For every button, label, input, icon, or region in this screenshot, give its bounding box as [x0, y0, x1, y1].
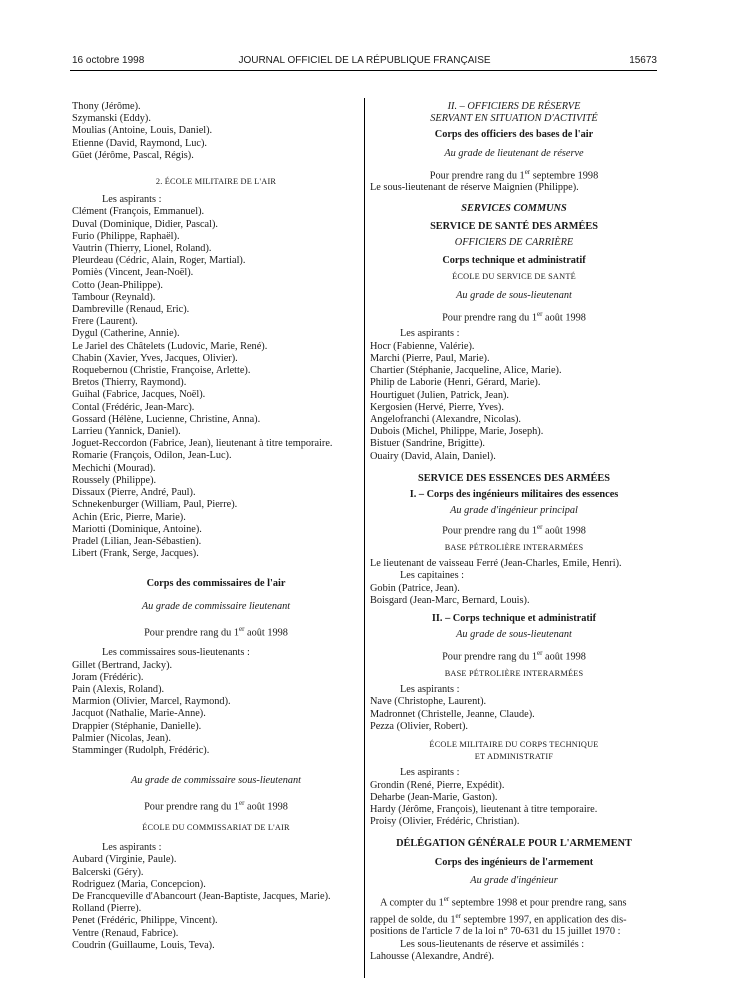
top-names-list — [72, 101, 360, 162]
list-item: Furio (Philippe, Raphaël). — [72, 230, 180, 242]
list-item: Pain (Alexis, Roland). — [72, 683, 165, 695]
list-item: Szymanski (Eddy). — [72, 113, 151, 125]
corps-heading: I. – Corps des ingénieurs militaires des essences — [409, 488, 619, 500]
column-divider — [364, 98, 365, 978]
list-item: Marmion (Olivier, Marcel, Raymond). — [72, 696, 231, 708]
right-column — [370, 101, 658, 963]
list-item: Deharbe (Jean-Marie, Gaston). — [370, 791, 498, 803]
grade-heading: Au grade d'ingénieur — [470, 874, 558, 886]
list-label: Les aspirants : — [400, 684, 460, 696]
decree-paragraph-line: positions de l'article 7 de la loi n° 70-631 du 15 juillet 1970 : — [370, 926, 621, 938]
list-item: Boisgard (Jean-Marc, Bernard, Louis). — [370, 594, 530, 606]
list-label: Les aspirants : — [400, 328, 460, 340]
list-item: Gossard (Hélène, Lucienne, Christine, Anna). — [72, 413, 261, 425]
list-item: Achin (Eric, Pierre, Marie). — [72, 511, 186, 523]
list-item: Moulias (Antoine, Louis, Daniel). — [72, 125, 213, 137]
list-label: Les aspirants : — [102, 194, 162, 206]
list-item: Hourtiguet (Julien, Patrick, Jean). — [370, 389, 509, 401]
list-item: Hardy (Jérôme, François), lieutenant à titre temporaire. — [370, 804, 598, 816]
list-item: Pomiès (Vincent, Jean-Noël). — [72, 267, 194, 279]
header-date: 16 octobre 1998 — [72, 55, 145, 66]
grade-heading: Au grade d'ingénieur principal — [450, 505, 578, 517]
rank-date: Pour prendre rang du 1er septembre 1998 — [429, 167, 599, 182]
list-item: Pleurdeau (Cédric, Alain, Roger, Martial). — [72, 255, 246, 267]
list-label: Les aspirants : — [400, 767, 460, 779]
list-item: Guihal (Fabrice, Jacques, Noël). — [72, 389, 206, 401]
list-item: Bretos (Thierry, Raymond). — [72, 377, 187, 389]
list-item: Palmier (Nicolas, Jean). — [72, 732, 171, 744]
list-label: Les aspirants : — [102, 842, 162, 854]
sante-aspirants-list — [370, 341, 658, 463]
decree-paragraph-line: rappel de solde, du 1er septembre 1997, en application des dis- — [370, 911, 627, 926]
section-heading: SERVICE DE SANTÉ DES ARMÉES — [430, 220, 598, 232]
grade-heading: Au grade de sous-lieutenant — [456, 289, 572, 301]
section-heading: SERVANT EN SITUATION D'ACTIVITÉ — [430, 113, 598, 125]
list-item: Le sous-lieutenant de réserve Maignien (Philippe). — [370, 182, 579, 194]
section-heading: DÉLÉGATION GÉNÉRALE POUR L'ARMEMENT — [396, 838, 632, 850]
list-item: Duval (Dominique, Didier, Pascal). — [72, 218, 218, 230]
list-item: Marchi (Pierre, Paul, Marie). — [370, 352, 490, 364]
list-item: Güet (Jérôme, Pascal, Régis). — [72, 149, 194, 161]
list-item: Dygul (Catherine, Annie). — [72, 328, 180, 340]
list-item: Balcerski (Géry). — [72, 866, 144, 878]
list-item: Dissaux (Pierre, André, Paul). — [72, 487, 196, 499]
list-label: Les sous-lieutenants de réserve et assimilés : — [400, 938, 585, 950]
rank-date: Pour prendre rang du 1er août 1998 — [144, 799, 288, 813]
school-heading: ET ADMINISTRATIF — [474, 752, 554, 762]
list-item: Kergosien (Hervé, Pierre, Yves). — [370, 401, 504, 413]
header-page-number: 15673 — [629, 55, 657, 66]
list-item: Le lieutenant de vaisseau Ferré (Jean-Charles, Emile, Henri). — [370, 558, 622, 570]
list-item: Gillet (Bertrand, Jacky). — [72, 659, 173, 671]
list-item: Grondin (René, Pierre, Expédit). — [370, 779, 505, 791]
section-heading: 2. ÉCOLE MILITAIRE DE L'AIR — [155, 177, 277, 187]
grade-heading: Au grade de sous-lieutenant — [456, 629, 572, 641]
list-item: Etienne (David, Raymond, Luc). — [72, 137, 207, 149]
list-item: Clément (François, Emmanuel). — [72, 206, 205, 218]
header-rule — [70, 70, 657, 71]
list-item: Pradel (Lilian, Jean-Sébastien). — [72, 535, 202, 547]
grade-heading: Au grade de commissaire lieutenant — [141, 600, 291, 612]
list-item: Rolland (Pierre). — [72, 903, 142, 915]
page-header — [72, 55, 657, 69]
list-item: Aubard (Virginie, Paule). — [72, 854, 177, 866]
list-item: Jacquot (Nathalie, Marie-Anne). — [72, 708, 206, 720]
school-heading: BASE PÉTROLIÈRE INTERARMÉES — [444, 669, 584, 678]
list-item: Ouairy (David, Alain, Daniel). — [370, 450, 496, 462]
list-item: Larrieu (Yannick, Daniel). — [72, 426, 181, 438]
grade-heading: Au grade de lieutenant de réserve — [444, 147, 584, 159]
list-item: Le Jariel des Châtelets (Ludovic, Marie, René). — [72, 340, 268, 352]
corps-heading: Corps des ingénieurs de l'armement — [434, 856, 594, 868]
decree-paragraph-line: A compter du 1er septembre 1998 et pour prendre rang, sans — [380, 895, 627, 909]
list-item: Drappier (Stéphanie, Danielle). — [72, 720, 202, 732]
school-heading: ÉCOLE DU COMMISSARIAT DE L'AIR — [142, 823, 290, 832]
commissaires-list — [72, 660, 360, 758]
list-item: Ventre (Renaud, Fabrice). — [72, 927, 179, 939]
section-heading: II. – OFFICIERS DE RÉSERVE — [447, 101, 581, 112]
school-heading: ÉCOLE MILITAIRE DU CORPS TECHNIQUE — [429, 740, 599, 750]
list-item: Dambreville (Renaud, Eric). — [72, 304, 190, 316]
section-heading: Corps des commissaires de l'air — [146, 578, 286, 590]
list-item: Chartier (Stéphanie, Jacqueline, Alice, Marie). — [370, 365, 562, 377]
list-item: Cotto (Jean-Philippe). — [72, 279, 163, 291]
list-item: Roquebernou (Christie, Françoise, Arlette). — [72, 365, 251, 377]
section-heading: OFFICIERS DE CARRIÈRE — [454, 237, 574, 249]
corps-heading: Corps des officiers des bases de l'air — [434, 129, 594, 141]
list-item: Angelofranchi (Alexandre, Nicolas). — [370, 413, 521, 425]
list-item: Libert (Frank, Serge, Jacques). — [72, 548, 199, 560]
grade-heading: Au grade de commissaire sous-lieutenant — [130, 775, 302, 787]
list-item: Mariotti (Dominique, Antoine). — [72, 523, 202, 535]
list-item: De Francqueville d'Abancourt (Jean-Baptiste, Jacques, Marie). — [72, 891, 331, 903]
list-item: Philip de Laborie (Henri, Gérard, Marie). — [370, 377, 541, 389]
list-item: Joguet-Reccordon (Fabrice, Jean), lieutenant à titre temporaire. — [72, 438, 333, 450]
corps-heading: II. – Corps technique et administratif — [431, 612, 597, 624]
list-label: Les commissaires sous-lieutenants : — [102, 647, 250, 659]
list-item: Hocr (Fabienne, Valérie). — [370, 340, 475, 352]
header-title: JOURNAL OFFICIEL DE LA RÉPUBLIQUE FRANÇAISE — [238, 55, 491, 66]
list-item: Dubois (Michel, Philippe, Marie, Joseph). — [370, 426, 544, 438]
list-item: Penet (Frédéric, Philippe, Vincent). — [72, 915, 218, 927]
list-item: Schnekenburger (William, Paul, Pierre). — [72, 499, 238, 511]
list-item: Stamminger (Rudolph, Frédéric). — [72, 744, 210, 756]
list-item: Chabin (Xavier, Yves, Jacques, Olivier). — [72, 352, 238, 364]
rank-date: Pour prendre rang du 1er août 1998 — [442, 309, 586, 324]
list-item: Vautrin (Thierry, Lionel, Roland). — [72, 243, 212, 255]
left-column — [72, 101, 360, 952]
rank-date: Pour prendre rang du 1er août 1998 — [442, 649, 586, 663]
list-item: Gobin (Patrice, Jean). — [370, 582, 460, 594]
list-item: Coudrin (Guillaume, Louis, Teva). — [72, 939, 215, 951]
list-item: Mechichi (Mourad). — [72, 462, 156, 474]
list-item: Contal (Frédéric, Jean-Marc). — [72, 401, 195, 413]
list-item: Bistuer (Sandrine, Brigitte). — [370, 438, 485, 450]
list-item: Thony (Jérôme). — [72, 101, 141, 112]
list-item: Tambour (Reynald). — [72, 291, 156, 303]
list-item: Joram (Frédéric). — [72, 671, 144, 683]
ect-aspirants-list — [370, 780, 658, 829]
list-item: Romarie (François, Odilon, Jean-Luc). — [72, 450, 232, 462]
list-item: Nave (Christophe, Laurent). — [370, 696, 487, 708]
aspirants-commissariat-list — [72, 854, 360, 952]
list-item: Proisy (Olivier, Frédéric, Christian). — [370, 816, 520, 828]
bp-aspirants-list — [370, 696, 658, 733]
capitaines-list — [370, 583, 658, 607]
list-label: Les capitaines : — [400, 570, 465, 582]
list-item: Pezza (Olivier, Robert). — [370, 720, 468, 732]
list-item: Lahousse (Alexandre, André). — [370, 950, 495, 962]
section-heading: SERVICE DES ESSENCES DES ARMÉES — [418, 472, 610, 484]
list-item: Madronnet (Christelle, Jeanne, Claude). — [370, 708, 535, 720]
corps-heading: Corps technique et administratif — [442, 255, 586, 267]
list-item: Frere (Laurent). — [72, 316, 138, 328]
rank-date: Pour prendre rang du 1er août 1998 — [442, 523, 586, 537]
rank-date: Pour prendre rang du 1er août 1998 — [144, 624, 288, 639]
aspirants-list — [72, 206, 360, 560]
section-heading: SERVICES COMMUNS — [461, 202, 567, 214]
school-heading: BASE PÉTROLIÈRE INTERARMÉES — [444, 542, 584, 552]
list-item: Rodriguez (Maria, Concepcion). — [72, 878, 206, 890]
school-heading: ÉCOLE DU SERVICE DE SANTÉ — [452, 272, 576, 282]
list-item: Roussely (Philippe). — [72, 474, 157, 486]
